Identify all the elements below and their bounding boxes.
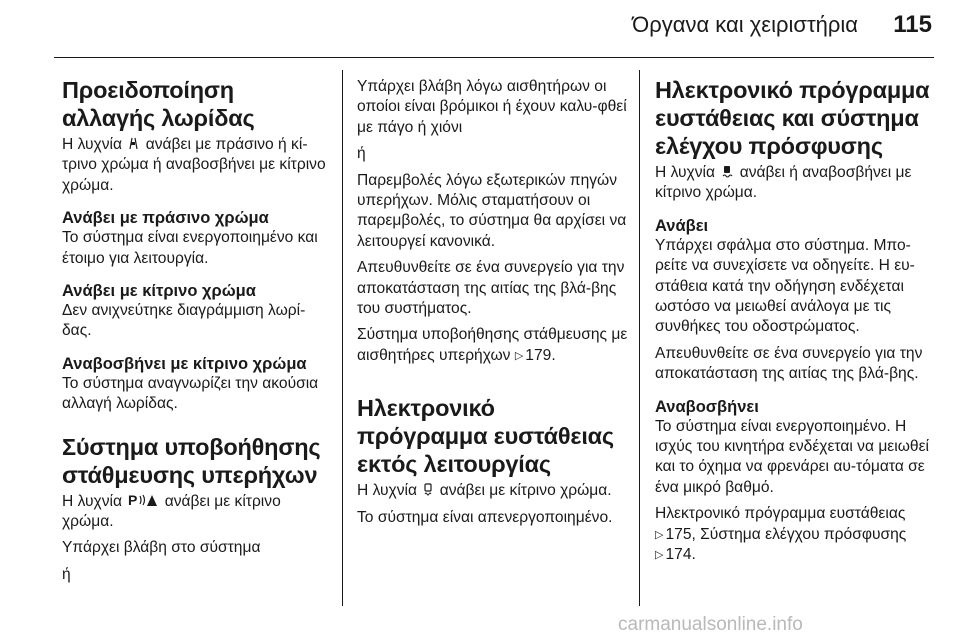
parking-heading: Σύστημα υποβοήθησης στάθμευσης υπερήχων bbox=[62, 433, 321, 488]
page-number: 115 bbox=[893, 11, 932, 38]
intro-prefix: Η λυχνία bbox=[62, 492, 123, 510]
workshop-text: Απευθυνθείτε σε ένα συνεργείο για την αποκατάσταση της αιτίας της βλά-βης του συστήματος. bbox=[357, 259, 625, 318]
reference-page-link[interactable]: 175, bbox=[665, 525, 696, 543]
lit-heading: Ανάβει bbox=[655, 216, 709, 235]
header-divider bbox=[54, 57, 934, 58]
lane-change-intro bbox=[62, 135, 330, 196]
parking-fault: Υπάρχει βλάβη στο σύστημα bbox=[62, 539, 261, 557]
column-divider-2 bbox=[639, 70, 640, 606]
intro-prefix: Η λυχνία bbox=[655, 164, 716, 181]
svg-text:P: P bbox=[128, 492, 138, 507]
flashing-text: Το σύστημα αναγνωρίζει την ακούσια αλλαγή λωρίδας. bbox=[62, 374, 319, 413]
intro-suffix: ανάβει ή αναβοσβήνει με κίτρινο χρώμα. bbox=[655, 164, 912, 202]
reference-text: Σύστημα υποβοήθησης στάθμευσης με αισθητήρες υπερήχων bbox=[357, 326, 628, 364]
column-divider-1 bbox=[342, 70, 343, 606]
lit-text: Υπάρχει σφάλμα στο σύστημα. Μπο-ρείτε να συνεχίσετε να οδηγείτε. Η ευ-στάθεια κατά την οδήγηση ενδέχεται ωστόσο να μειωθεί ανάλογα με τις συνθήκες του οδοστρώματος. bbox=[655, 236, 915, 336]
or-text: ή bbox=[357, 145, 366, 163]
column-3 bbox=[655, 76, 933, 572]
reference-arrow-icon: ▷ bbox=[655, 528, 664, 541]
intro-suffix: ανάβει με κίτρινο χρώμα. bbox=[62, 492, 281, 531]
column-1 bbox=[62, 76, 330, 591]
yellow-text: Δεν ανιχνεύτηκε διαγράμμιση λωρί-δας. bbox=[62, 302, 306, 340]
interference-text: Παρεμβολές λόγω εξωτερικών πηγών υπερήχων. Μόλις σταματήσουν οι παρεμβολές, το σύστημα θα αρχίσει να λειτουργεί κανονικά. bbox=[357, 171, 627, 250]
intro-suffix: ανάβει με κίτρινο χρώμα. bbox=[439, 482, 612, 500]
esc-icon bbox=[721, 165, 733, 180]
intro-suffix: ανάβει με πράσινο ή κί-τρινο χρώμα ή αναβοσβήνει με κίτρινο χρώμα. bbox=[62, 136, 326, 194]
lane-departure-icon bbox=[128, 137, 139, 152]
reference-text: Ηλεκτρονικό πρόγραμμα ευστάθειας bbox=[655, 505, 906, 523]
esc-off-heading: Ηλεκτρονικό πρόγραμμα ευστάθειας εκτός λειτουργίας bbox=[357, 395, 614, 478]
intro-prefix: Η λυχνία bbox=[62, 136, 123, 153]
lane-change-heading: Προειδοποίηση αλλαγής λωρίδας bbox=[62, 77, 255, 131]
esc-intro bbox=[655, 163, 933, 204]
reference-text: Σύστημα ελέγχου πρόσφυσης bbox=[700, 525, 907, 543]
reference-arrow-icon: ▷ bbox=[655, 549, 664, 562]
yellow-heading: Ανάβει με κίτρινο χρώμα bbox=[62, 282, 256, 301]
lit-workshop-text: Απευθυνθείτε σε ένα συνεργείο για την αποκατάσταση της αιτίας της βλά-βης. bbox=[655, 344, 923, 383]
flash-heading: Αναβοσβήνει bbox=[655, 397, 759, 416]
page-header-title: Όργανα και χειριστήρια bbox=[632, 12, 858, 37]
sensor-fault-text: Υπάρχει βλάβη λόγω αισθητήρων οι οποίοι είναι βρόμικοι ή έχουν καλυ-φθεί με πάγο ή χιόνι bbox=[357, 78, 627, 136]
watermark: carmanualsonline.info bbox=[618, 614, 803, 635]
parking-reference bbox=[357, 325, 629, 366]
flash-text: Το σύστημα είναι ενεργοποιημένο. Η ισχύς του κινητήρα ενδέχεται να μειωθεί και το όχημα να φρενάρει αυ-τόματα σε ένα μικρό βαθμό. bbox=[655, 417, 929, 496]
esc-heading: Ηλεκτρονικό πρόγραμμα ευστάθειας και σύστημα ελέγχου πρόσφυσης bbox=[655, 77, 930, 159]
parking-intro bbox=[62, 492, 330, 533]
esc-off-text: Το σύστημα είναι απενεργοποιημένο. bbox=[357, 508, 613, 526]
green-text: Το σύστημα είναι ενεργοποιημένο και έτοιμο για λειτουργία. bbox=[62, 229, 318, 267]
reference-page-link[interactable]: 174. bbox=[665, 546, 696, 564]
flash-reference bbox=[655, 504, 933, 565]
parking-assist-icon bbox=[128, 493, 158, 509]
esc-off-intro bbox=[357, 481, 629, 501]
intro-prefix: Η λυχνία bbox=[357, 482, 418, 500]
flashing-heading: Αναβοσβήνει με κίτρινο χρώμα bbox=[62, 354, 307, 373]
column-2 bbox=[357, 77, 629, 534]
green-heading: Ανάβει με πράσινο χρώμα bbox=[62, 209, 269, 228]
esc-off-icon bbox=[423, 483, 433, 498]
reference-page-link[interactable]: 179. bbox=[525, 346, 556, 364]
reference-arrow-icon: ▷ bbox=[514, 349, 524, 362]
parking-or: ή bbox=[62, 565, 71, 583]
